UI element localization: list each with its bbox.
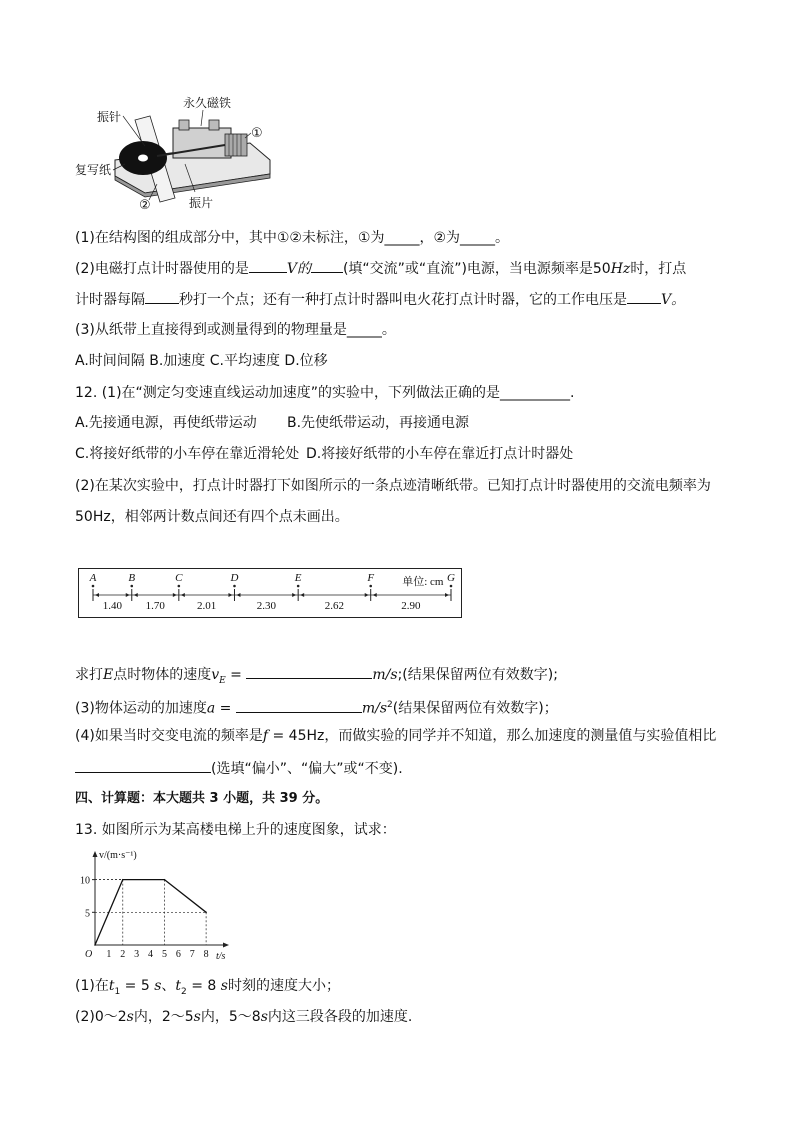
q12-part4-line2 [75,758,403,779]
answer-blank[interactable] [311,258,343,273]
answer-blank[interactable] [75,758,211,773]
paper-tape-figure [78,568,462,618]
q12-text: = [225,667,247,683]
q12-text: a [206,700,216,717]
tape-point-label: C [175,572,183,584]
q13-text: 内，5～8 [200,1009,261,1025]
velocity-point [122,879,124,881]
q11-text: 时，打点 [630,261,687,277]
tape-dot-E [297,585,300,588]
tape-distance-label: 2.62 [324,600,345,612]
tape-dot-A [92,585,95,588]
q13-text: = 5 [120,978,155,994]
paper-tape-svg [78,568,462,618]
x-tick-label: 7 [189,949,195,960]
x-tick-label: 6 [175,949,181,960]
answer-blank[interactable] [236,698,362,713]
velocity-chart [75,850,235,965]
velocity-chart-svg [75,850,235,965]
tape-distance-label: 2.01 [197,600,217,612]
x-tick-label: 4 [148,949,154,960]
tape-dot-B [130,585,133,588]
origin-label: O [85,949,93,960]
q12-part3 [75,695,558,719]
answer-blank[interactable] [249,258,287,273]
section-4-heading: 四、计算题：本大题共 3 小题，共 39 分。 [75,791,329,806]
q12-option-d: D.将接好纸带的小车停在靠近打点计时器处 [306,446,574,462]
q11-text: Hz [610,261,631,277]
q11-text: V。 [661,292,686,308]
tape-dot-G [450,585,453,588]
label-needle: 振针 [97,110,122,124]
q13-text: 内这三段各段的加速度. [267,1009,413,1025]
q11-part2-line2 [75,289,685,310]
q13-text: 1 [114,986,121,997]
y-tick-label: 5 [85,908,90,920]
q12-text: 2 [387,700,393,710]
q12-text: ;(结果保留两位有效数字); [397,667,558,683]
q13-text: (1)在 [75,978,109,994]
q13-text: s [193,1009,201,1025]
q12-text: 点时物体的速度 [113,667,212,683]
tape-point-label: G [447,572,455,584]
q11-part1: (1)在结构图的组成部分中，其中①②未标注，①为_____，②为_____。 [75,230,510,246]
x-tick-label: 1 [106,949,112,960]
tape-point-label: D [230,572,239,584]
x-tick-label: 5 [161,949,167,960]
q11-text: 计时器每隔 [75,292,145,308]
q12-text: E [219,675,226,686]
q12-option-b: B.先使纸带运动，再接通电源 [287,415,470,431]
q12-part2-line2: 50Hz，相邻两计数点间还有四个点未画出。 [75,509,349,525]
q13-text: (2)0～2 [75,1009,127,1025]
q13-part2 [75,1007,412,1027]
tape-distance-label: 1.70 [145,600,165,612]
q12-part4-line1 [75,726,716,746]
q12-part2-line1: (2)在某次实验中，打点计时器打下如图所示的一条点迹清晰纸带。已知打点计时器使用的交流电频率为 [75,478,711,494]
tape-dot-F [369,585,372,588]
tape-point-label: F [367,572,375,584]
x-axis-arrow [223,943,229,948]
timer-diagram-figure [75,98,275,213]
q11-text: 秒打一个点；还有一种打点计时器叫电火花打点计时器，它的工作电压是 [179,292,627,308]
q11-text: V的 [286,261,311,277]
q13-text: 时刻的速度大小； [227,978,340,994]
label-circle2: ② [139,198,151,213]
q12-text: = 45Hz [268,728,325,744]
tape-distance-label: 2.90 [401,600,421,612]
y-tick-label: 10 [80,875,90,887]
tape-distance-label: 1.40 [102,600,123,612]
q13-part1 [75,976,340,1002]
x-tick-label: 8 [203,949,209,960]
q12-ve-line [75,664,558,691]
tape-unit-label: 单位: cm [402,576,444,588]
tape-dot-D [233,585,236,588]
q13-text: s [260,1009,268,1025]
q12-text: f [262,728,269,744]
q12-part1: 12. (1)在“测定匀变速直线运动加速度”的实验中，下列做法正确的是__________. [75,385,575,401]
answer-blank[interactable] [246,664,372,679]
q13-text: 2 [181,986,187,997]
q12-text: (结果保留两位有效数字)； [392,700,558,717]
label-carbon-paper: 复写纸 [75,163,112,177]
velocity-point [164,879,166,881]
x-tick-label: 2 [120,949,126,960]
q13-text: s [220,978,228,994]
q13-text: s [154,978,162,994]
q12-text: m/s [372,667,398,683]
x-axis-label: t/s [216,951,226,962]
y-axis-label: v/(m·s⁻¹) [99,850,137,861]
tape-distance-label: 2.30 [256,600,276,612]
velocity-point [94,944,96,946]
q11-options: A.时间间隔 B.加速度 C.平均速度 D.位移 [75,353,328,369]
q11-part3: (3)从纸带上直接得到或测量得到的物理量是_____。 [75,322,396,338]
q13-text: 内，2～5 [133,1009,194,1025]
q12-option-c: C.将接好纸带的小车停在靠近滑轮处 [75,446,300,462]
q12-text: 求打 [75,667,103,683]
q12-text: ，而做实验的同学并不知道，那么加速度的测量值与实验值相比 [324,728,717,744]
q12-text: v [211,667,220,683]
q13-text: s [126,1009,134,1025]
tape-point-label: B [128,572,136,584]
x-tick-label: 3 [134,949,140,960]
q13-stem: 13. 如图所示为某高楼电梯上升的速度图象，试求： [75,822,396,838]
q11-text: (2)电磁打点计时器使用的是 [75,261,249,277]
q13-text: t [175,978,182,994]
label-circle1: ① [251,126,263,141]
q11-text: (填“交流”或“直流”)电源，当电源频率是50 [342,261,611,277]
q13-text: t [108,978,115,994]
q12-text: = [215,700,236,717]
tape-dot-C [178,585,181,588]
answer-blank[interactable] [145,289,179,304]
q12-text: E [103,667,114,683]
answer-blank[interactable] [627,289,661,304]
velocity-point [205,912,207,914]
y-axis-arrow [93,851,98,857]
q13-text: 、 [161,978,176,994]
q12-text: (4)如果当时交变电流的频率是 [75,728,263,744]
q12-text: (选填“偏小”、“偏大”或“不变). [211,761,403,777]
q13-text: = 8 [186,978,221,994]
label-magnet: 永久磁铁 [183,96,232,110]
label-reed: 振片 [189,196,214,210]
tape-point-label: E [294,572,302,584]
tape-point-label: A [89,572,97,584]
q12-option-a: A.先接通电源，再使纸带运动 [75,415,257,431]
q12-text: m/s [361,700,388,717]
q11-part2-line1 [75,258,686,279]
q12-text: (3)物体运动的加速度 [75,700,207,717]
